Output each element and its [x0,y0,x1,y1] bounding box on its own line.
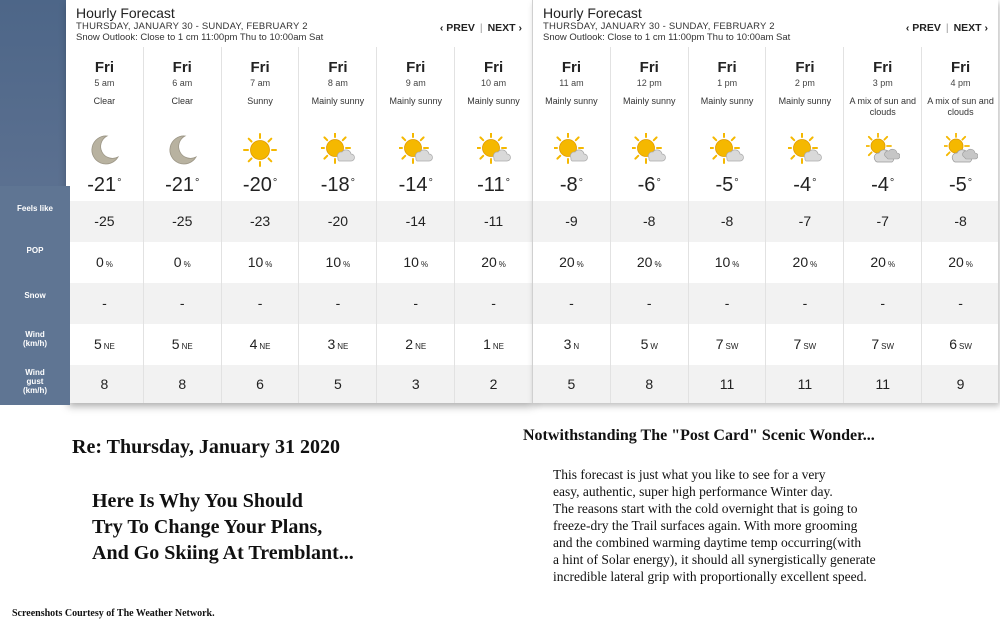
percent-unit: % [576,260,584,269]
wind-direction: NE [337,342,349,351]
degree-unit: ° [505,177,510,189]
temperature-value: -5 [715,174,734,196]
snow-cell: - [455,283,532,324]
panel-title: Hourly Forecast [543,5,642,21]
hour-columns [66,47,532,403]
wind-gust-cell: 2 [455,365,532,403]
temperature-value: -21 [87,174,117,196]
percent-unit: % [498,260,506,269]
hour-day: Fri [328,59,348,76]
wind-direction: NE [259,342,271,351]
label-feels-like: Feels like [16,204,54,213]
wind-gust-cell: 11 [844,365,921,403]
percent-unit: % [810,260,818,269]
hour-day: Fri [250,59,270,76]
hour-temperature [611,174,688,197]
label-gust-line2: gust [26,377,44,386]
label-gust-line1: Wind [25,368,45,377]
degree-unit: ° [889,177,895,189]
percent-unit: % [654,260,662,269]
wind-direction: SW [803,342,817,351]
degree-unit: ° [967,177,973,189]
hour-day: Fri [950,59,971,76]
temperature-value: -8 [559,174,578,196]
hour-time: 2 pm [794,78,815,88]
pop-cell [144,242,221,283]
hour-columns [533,47,998,403]
wind-direction: W [650,342,658,351]
sun-cloud-icon [399,133,433,167]
feels-like-cell: -25 [66,201,143,242]
pop-cell [611,242,688,283]
commentary-line: and the combined warming daytime temp occurring(with [553,535,862,550]
hour-temperature [922,174,998,197]
percent-unit: % [965,260,973,269]
hour-day: Fri [172,59,192,76]
degree-unit: ° [272,177,278,189]
hour-column [298,47,376,403]
wind-direction: NE [415,342,427,351]
hour-condition: Mainly sunny [545,96,598,106]
wind-direction: N [573,342,580,351]
commentary-line: a hint of Solar energy), it should all synergistically generate [553,552,876,567]
wind-gust-cell: 3 [377,365,454,403]
wind-cell [922,324,998,365]
sun-cloud-icon [788,133,822,167]
hour-condition: Mainly sunny [700,96,754,106]
wind-direction: SW [959,342,972,351]
hour-condition: Clear [171,96,193,106]
prev-button[interactable]: ‹ PREV [905,22,941,34]
hour-condition: Mainly sunny [467,96,520,106]
wind-speed: 3 [327,336,336,352]
hour-column [221,47,299,403]
hour-condition: Mainly sunny [778,96,832,106]
hour-time: 6 am [172,78,193,88]
label-pop: POP [26,246,44,255]
hour-temperature [377,174,454,197]
percent-unit: % [343,260,351,269]
pop-value: 0 [173,254,182,270]
feels-like-cell: -9 [533,201,610,242]
commentary-line: incredible lateral grip with proportionally excellent speed. [553,569,867,584]
pop-value: 10 [403,254,419,270]
percent-unit: % [265,260,273,269]
hourly-forecast-panel-2 [532,0,998,403]
pager [906,22,988,34]
label-wind-unit: (km/h) [23,339,47,348]
wind-cell [222,324,299,365]
wind-direction: NE [103,342,115,351]
wind-cell [66,324,143,365]
temperature-value: -21 [165,174,194,196]
degree-unit: ° [428,177,433,189]
hour-day: Fri [639,59,659,76]
wind-gust-cell: 11 [766,365,843,403]
wind-cell [611,324,688,365]
pop-value: 20 [636,254,653,270]
commentary-line: The reasons start with the cold overnight that is going to [553,501,858,516]
sun-cloud-icon [477,133,511,167]
pop-value: 0 [95,254,104,270]
temperature-value: -18 [320,174,350,196]
wind-cell [689,324,766,365]
percent-unit: % [105,260,113,269]
pager-separator: | [479,22,483,34]
hour-time: 11 am [559,78,584,88]
pop-cell [844,242,921,283]
row-labels [0,186,70,405]
wind-cell [844,324,921,365]
date-heading: Re: Thursday, January 31 2020 [72,436,341,458]
hour-temperature [299,174,376,197]
hour-time: 7 am [250,78,271,88]
pitch-line: And Go Skiing At Tremblant... [92,542,354,564]
hour-time: 8 am [327,78,348,88]
hour-column [765,47,843,403]
feels-like-cell: -20 [299,201,376,242]
degree-unit: ° [350,177,356,189]
hour-day: Fri [94,59,114,76]
wind-cell [455,324,532,365]
feels-like-cell: -25 [144,201,221,242]
hour-day: Fri [561,59,581,76]
wind-direction: SW [725,342,739,351]
credit-text: Screenshots Courtesy of The Weather Network. [12,608,215,619]
percent-unit: % [183,260,191,269]
hour-condition: Clear [93,96,116,106]
pop-cell [66,242,143,283]
pop-value: 10 [714,254,731,270]
hour-condition: A mix of sun and clouds [849,96,916,117]
label-gust-unit: (km/h) [23,386,47,395]
snow-cell: - [144,283,221,324]
sun-icon [243,133,277,167]
wind-speed: 6 [949,336,957,352]
pop-cell [222,242,299,283]
hour-temperature [533,174,610,197]
hour-day: Fri [406,59,426,76]
wind-speed: 4 [249,336,258,352]
degree-unit: ° [194,177,200,189]
pop-cell [533,242,610,283]
panel-title: Hourly Forecast [76,5,175,21]
pop-cell [922,242,998,283]
percent-unit: % [887,260,896,269]
snow-cell: - [844,283,921,324]
hour-column [921,47,998,403]
wind-gust-cell: 8 [66,365,143,403]
feels-like-cell: -8 [611,201,688,242]
pop-cell [766,242,843,283]
hour-column [143,47,221,403]
pop-value: 20 [559,254,575,270]
pop-value: 20 [792,254,809,270]
next-button[interactable]: NEXT › [953,22,988,34]
temperature-value: -5 [948,174,967,196]
hour-time: 12 pm [636,78,662,88]
wind-direction: SW [881,342,895,351]
hour-time: 3 pm [872,78,893,88]
snow-cell: - [766,283,843,324]
hour-condition: Mainly sunny [622,96,676,106]
hour-column [376,47,454,403]
wind-speed: 7 [793,336,802,352]
hour-temperature [222,174,299,197]
temperature-value: -11 [477,174,505,196]
wind-cell [299,324,376,365]
date-range: THURSDAY, JANUARY 30 - SUNDAY, FEBRUARY 2 [76,21,308,32]
snow-cell: - [377,283,454,324]
degree-unit: ° [578,177,584,189]
snow-cell: - [222,283,299,324]
hour-day: Fri [873,59,893,76]
snow-outlook: Snow Outlook: Close to 1 cm 11:00pm Thu to 10:00am Sat [76,32,324,43]
wind-gust-cell: 5 [299,365,376,403]
sun-clouds-icon [944,133,978,167]
commentary-line: freeze-dry the Trail surfaces again. With more grooming [553,518,858,533]
pop-cell [455,242,532,283]
hour-column [66,47,143,403]
hour-day: Fri [483,59,504,76]
wind-direction: NE [492,342,505,351]
feels-like-cell: -8 [922,201,998,242]
pop-cell [377,242,454,283]
hour-column [688,47,766,403]
hour-column [533,47,610,403]
hour-temperature [689,174,766,197]
label-wind-line: Wind [25,330,45,339]
hour-temperature [144,174,221,197]
wind-gust-cell: 11 [689,365,766,403]
wind-speed: 5 [93,336,102,352]
label-wind [0,330,70,348]
pitch-line: Try To Change Your Plans, [92,516,323,538]
degree-unit: ° [812,177,817,189]
snow-cell: - [611,283,688,324]
pager [440,22,522,34]
commentary-line: This forecast is just what you like to see for a very [553,467,826,482]
pop-cell [689,242,766,283]
hour-temperature [66,174,143,197]
hour-day: Fri [717,59,737,76]
snow-cell: - [299,283,376,324]
sun-cloud-icon [554,133,588,167]
prev-button[interactable]: ‹ PREV [439,22,475,34]
hour-time: 10 am [481,78,507,88]
percent-unit: % [732,260,740,269]
pop-value: 20 [948,254,964,270]
wind-gust-cell: 9 [922,365,998,403]
snow-outlook: Snow Outlook: Close to 1 cm 11:00pm Thu to 10:00am Sat [543,32,791,43]
pop-value: 10 [247,254,264,270]
snow-cell: - [533,283,610,324]
pager-separator: | [945,22,949,34]
temperature-value: -4 [793,174,812,196]
pitch-heading [92,488,354,566]
hour-temperature [766,174,843,197]
hour-time: 1 pm [717,78,738,88]
snow-cell: - [922,283,998,324]
wind-gust-cell: 6 [222,365,299,403]
wind-cell [144,324,221,365]
wind-speed: 3 [563,336,572,352]
pop-value: 10 [325,254,342,270]
temperature-value: -14 [398,174,428,196]
percent-unit: % [420,260,429,269]
moon-icon [165,133,199,167]
pitch-line: Here Is Why You Should [92,490,303,512]
hour-time: 5 am [94,78,115,88]
degree-unit: ° [734,177,739,189]
scenic-heading: Notwithstanding The "Post Card" Scenic Wonder... [523,427,875,444]
next-button[interactable]: NEXT › [487,22,522,34]
hour-condition: Mainly sunny [311,96,365,106]
hour-time: 9 am [405,78,426,88]
wind-speed: 2 [405,336,414,352]
wind-gust-cell: 8 [144,365,221,403]
wind-speed: 1 [483,336,491,352]
label-wind-gust [0,368,70,395]
hour-temperature [455,174,532,197]
pop-value: 20 [481,254,497,270]
sun-clouds-icon [866,133,900,167]
hour-condition: Sunny [247,96,273,106]
pop-cell [299,242,376,283]
sun-cloud-icon [632,133,666,167]
wind-gust-cell: 8 [611,365,688,403]
wind-cell [766,324,843,365]
degree-unit: ° [656,177,661,189]
hour-column [843,47,921,403]
wind-gust-cell: 5 [533,365,610,403]
feels-like-cell: -8 [689,201,766,242]
commentary-line: easy, authentic, super high performance Winter day. [553,484,833,499]
date-range: THURSDAY, JANUARY 30 - SUNDAY, FEBRUARY 2 [543,21,775,32]
wind-speed: 7 [871,336,880,352]
wind-speed: 7 [715,336,724,352]
pop-value: 20 [870,254,886,270]
hour-time: 4 pm [950,78,971,88]
hour-day: Fri [795,59,815,76]
temperature-value: -6 [637,174,656,196]
snow-cell: - [66,283,143,324]
hour-column [454,47,532,403]
temperature-value: -4 [871,174,889,196]
moon-icon [87,133,121,167]
wind-cell [533,324,610,365]
hour-temperature [844,174,921,197]
hour-condition: Mainly sunny [389,96,442,106]
forecast-commentary [553,466,983,585]
feels-like-cell: -7 [844,201,921,242]
snow-cell: - [689,283,766,324]
degree-unit: ° [117,177,122,189]
temperature-value: -20 [242,174,272,196]
wind-speed: 5 [640,336,649,352]
sun-cloud-icon [710,133,744,167]
wind-cell [377,324,454,365]
hourly-forecast-panel-1 [66,0,532,403]
feels-like-cell: -14 [377,201,454,242]
wind-direction: NE [181,342,193,351]
feels-like-cell: -7 [766,201,843,242]
hour-column [610,47,688,403]
feels-like-cell: -23 [222,201,299,242]
hour-condition: A mix of sun and clouds [927,96,994,117]
sun-cloud-icon [321,133,355,167]
wind-speed: 5 [171,336,180,352]
feels-like-cell: -11 [455,201,532,242]
label-snow: Snow [24,291,46,300]
